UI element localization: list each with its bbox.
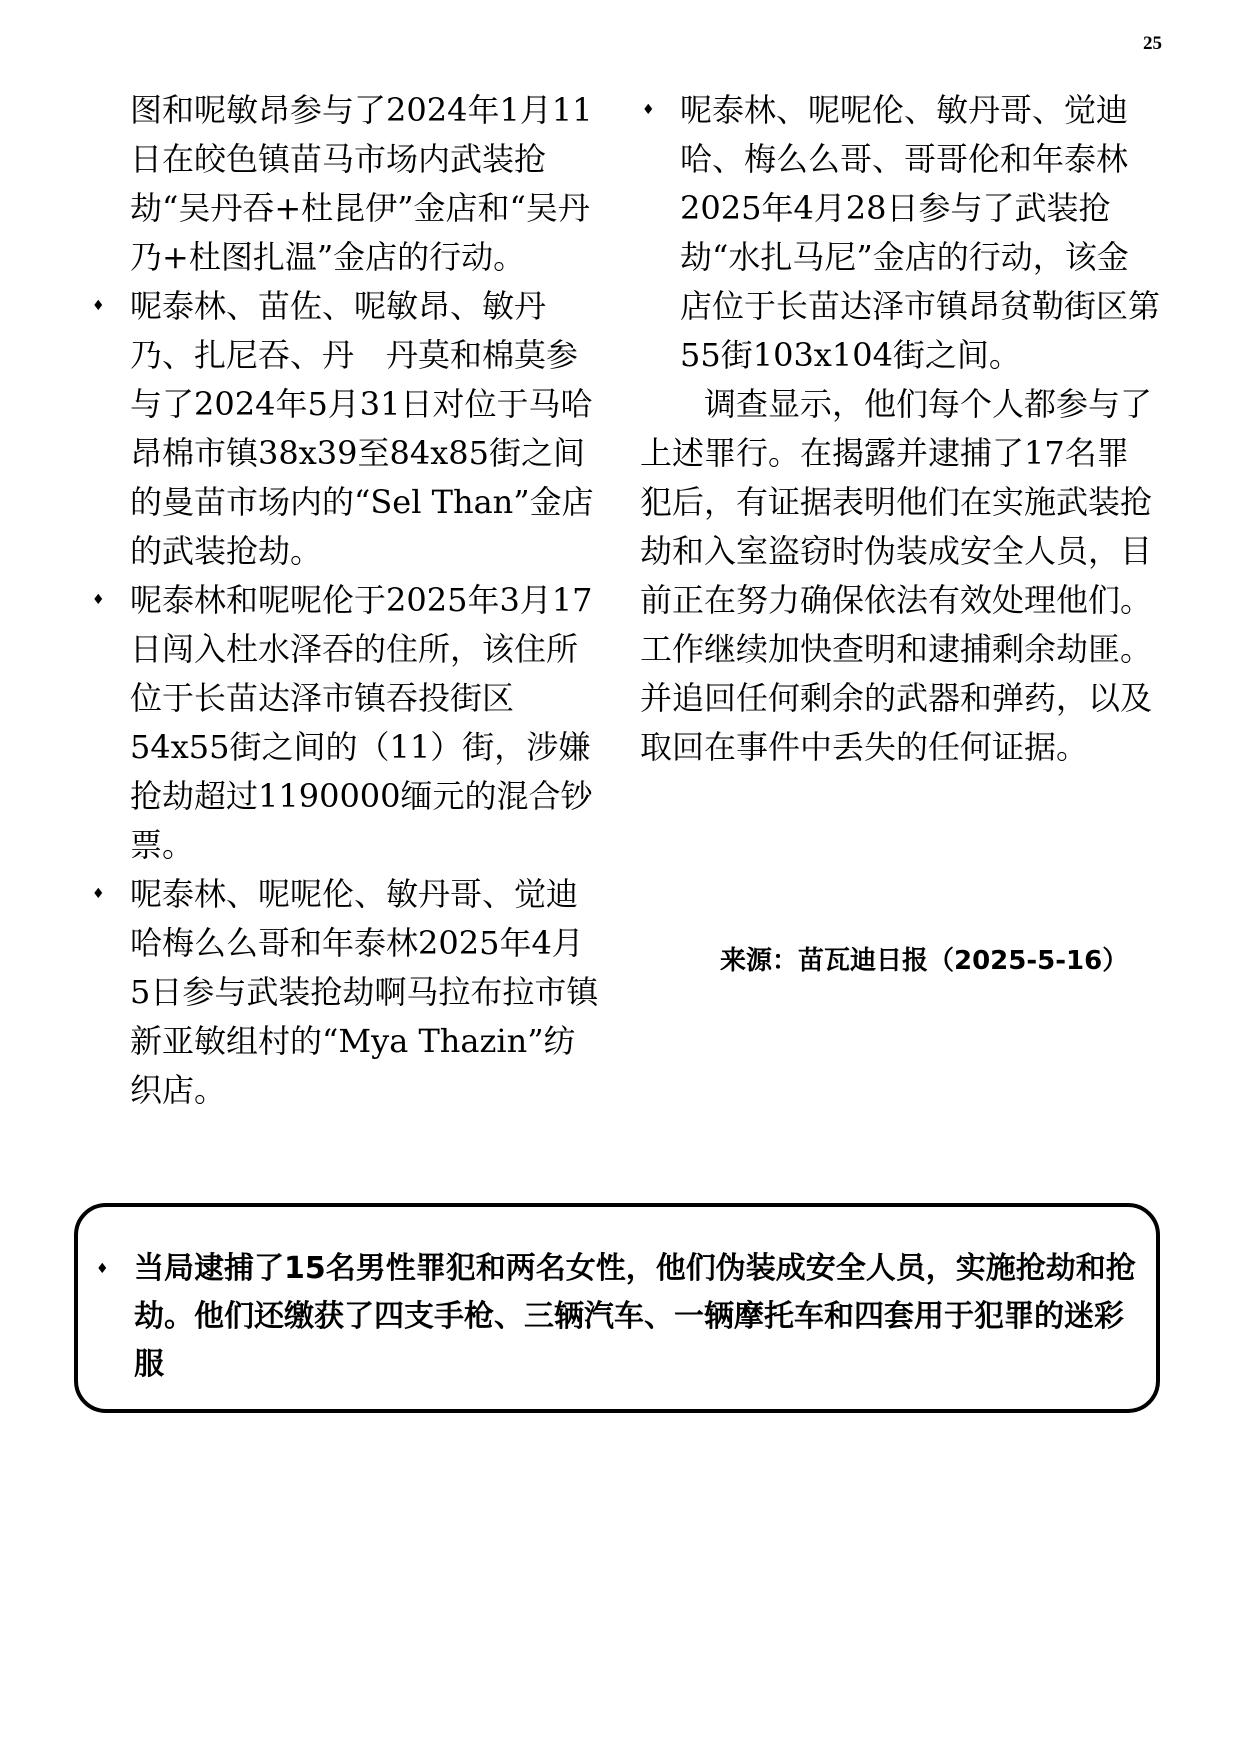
bullet-item-3: [90, 870, 600, 1115]
diamond-bullet-icon: ♦: [92, 886, 105, 902]
diamond-bullet-icon: ♦: [92, 298, 105, 314]
bullet-item-1: [90, 282, 600, 576]
left-column: [90, 86, 600, 1115]
bullet-item-4: [640, 86, 1160, 380]
summary-box: [74, 1203, 1160, 1413]
diamond-bullet-icon: ♦: [642, 102, 655, 118]
right-column: [640, 86, 1160, 772]
summary-text: 当局逮捕了15名男性罪犯和两名女性，他们伪装成安全人员，实施抢劫和抢劫。他们还缴获了四支手枪、三辆汽车、一辆摩托车和四套用于犯罪的迷彩服: [134, 1251, 1136, 1382]
bullet-text: 呢泰林和呢呢伦于2025年3月17日闯入杜水泽吞的住所，该住所位于长苗达泽市镇吞投街区54x55街之间的（11）街，涉嫌抢劫超过1190000缅元的混合钞票。: [130, 581, 593, 864]
continuation-paragraph: 图和呢敏昂参与了2024年1月11日在皎色镇苗马市场内武装抢劫“吴丹吞+杜昆伊”金店和“吴丹乃+杜图扎温”金店的行动。: [130, 91, 593, 276]
diamond-bullet-icon: ♦: [92, 592, 105, 608]
summary-bullet: [94, 1245, 1136, 1389]
bullet-text: 呢泰林、呢呢伦、敏丹哥、觉迪哈、梅么么哥、哥哥伦和年泰林2025年4月28日参与了武装抢劫“水扎马尼”金店的行动，该金店位于长苗达泽市镇昂贫勒街区第55街103x104街之间。: [680, 91, 1161, 374]
bullet-text: 呢泰林、苗佐、呢敏昂、敏丹乃、扎尼吞、丹 丹莫和棉莫参与了2024年5月31日对位于马哈昂棉市镇38x39至84x85街之间的曼苗市场内的“Sel Than”金店的武装抢劫。: [130, 287, 594, 570]
source-citation: 来源：苗瓦迪日报（2025-5-16）: [720, 946, 1129, 976]
investigation-paragraph: 调查显示，他们每个人都参与了上述罪行。在揭露并逮捕了17名罪犯后，有证据表明他们在实施武装抢劫和入室盗窃时伪装成安全人员，目前正在努力确保依法有效处理他们。工作继续加快查明和逮捕剩余劫匪。并追回任何剩余的武器和弹药，以及取回在事件中丢失的任何证据。: [640, 385, 1153, 766]
diamond-bullet-icon: ♦: [96, 1261, 109, 1277]
bullet-item-2: [90, 576, 600, 870]
page-number: 25: [1143, 33, 1162, 54]
bullet-text: 呢泰林、呢呢伦、敏丹哥、觉迪哈梅么么哥和年泰林2025年4月5日参与武装抢劫啊马拉布拉市镇新亚敏组村的“Mya Thazin”纺织店。: [130, 875, 599, 1109]
